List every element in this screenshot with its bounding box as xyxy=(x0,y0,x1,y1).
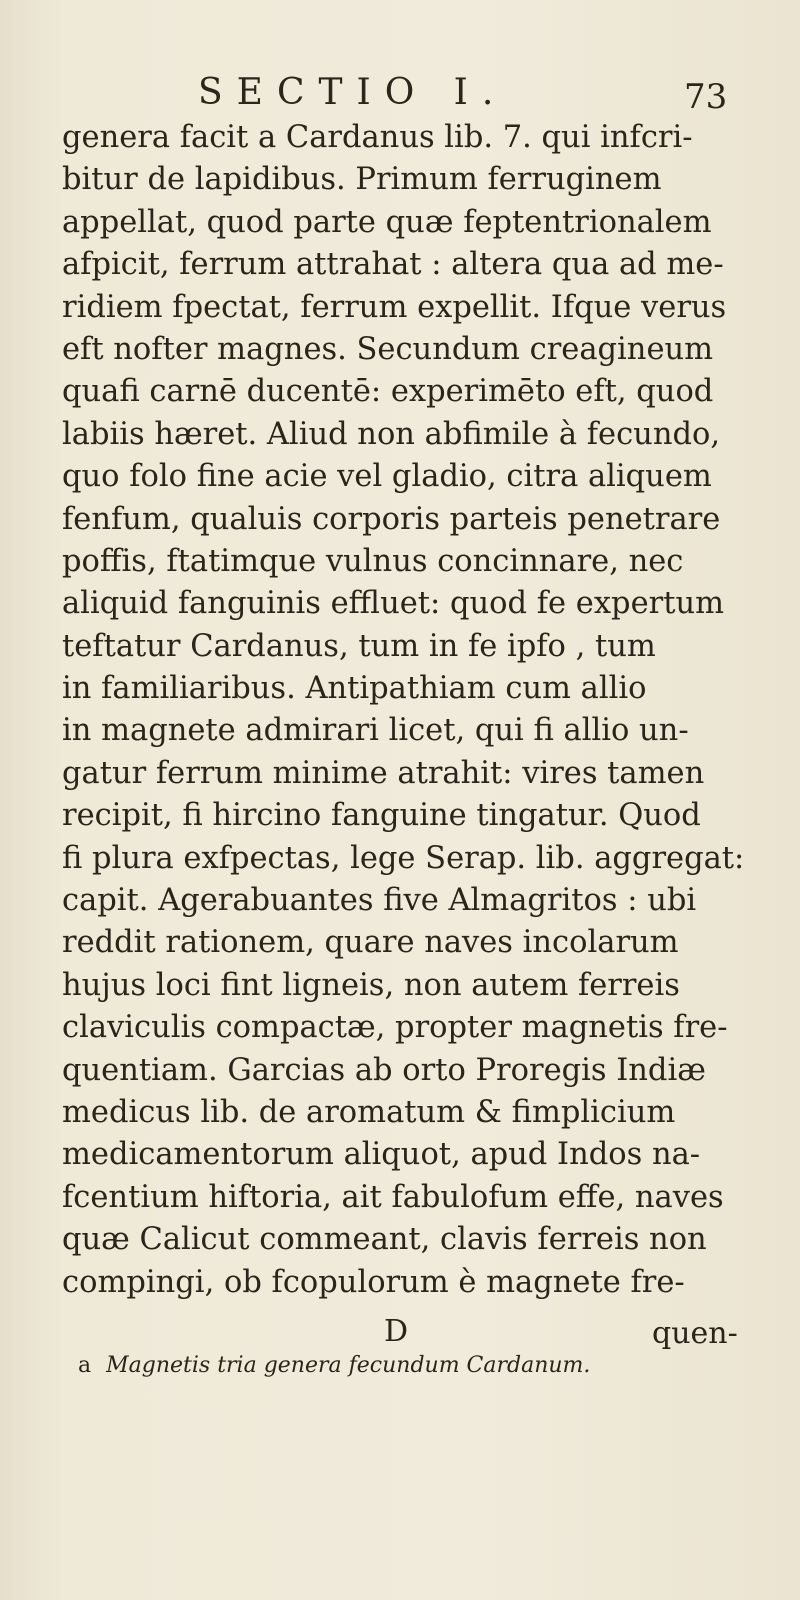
text-line: fenfum, qualuis corporis parteis penetrare xyxy=(62,501,721,537)
text-line: quo folo fine acie vel gladio, citra aliquem xyxy=(62,459,712,495)
text-line: aliquid fanguinis effluet: quod fe expertum xyxy=(62,586,725,622)
footnote-text: Magnetis tria genera fecundum Cardanum. xyxy=(106,1353,591,1378)
text-line: claviculis compactæ, propter magnetis fre- xyxy=(62,1010,728,1046)
text-line: quæ Calicut commeant, clavis ferreis non xyxy=(62,1222,707,1258)
footnote-mark: a xyxy=(78,1353,92,1378)
text-line: in magnete admirari licet, qui fi allio un- xyxy=(62,713,689,749)
text-line: fcentium hiftoria, ait fabulofum effe, naves xyxy=(62,1179,724,1215)
text-line: reddit rationem, quare naves incolarum xyxy=(62,925,679,961)
text-line: eft nofter magnes. Secundum creagineum xyxy=(62,331,714,367)
running-title: SECTIO I. xyxy=(198,72,508,113)
marginal-footnote xyxy=(78,1350,758,1382)
text-line: appellat, quod parte quæ feptentrionalem xyxy=(62,204,712,240)
text-line: genera facit a Cardanus lib. 7. qui infcri- xyxy=(62,120,693,155)
text-line: medicus lib. de aromatum & fimplicium xyxy=(62,1094,676,1130)
text-line: poffis, ftatimque vulnus concinnare, nec xyxy=(62,543,684,579)
text-line: teftatur Cardanus, tum in fe ipfo , tum xyxy=(62,628,656,664)
text-line: in familiaribus. Antipathiam cum allio xyxy=(62,671,647,707)
text-line: bitur de lapidibus. Primum ferruginem xyxy=(62,162,662,198)
text-line: recipit, fi hircino fanguine tingatur. Quod xyxy=(62,798,701,834)
body-text xyxy=(62,117,745,1304)
text-line: labiis hæret. Aliud non abfimile à fecundo, xyxy=(62,416,721,452)
text-line: quafi carnē ducentē: experimēto eft, quod xyxy=(62,374,714,410)
text-line: medicamentorum aliquot, apud Indos na- xyxy=(62,1137,701,1173)
signature-mark: D xyxy=(384,1314,409,1349)
text-line: hujus loci fint ligneis, non autem ferreis xyxy=(62,967,680,1003)
text-line: compingi, ob fcopulorum è magnete fre- xyxy=(62,1264,685,1300)
text-line: fi plura exfpectas, lege Serap. lib. aggregat: xyxy=(62,840,745,876)
text-line: gatur ferrum minime atrahit: vires tamen xyxy=(62,755,705,791)
text-line: afpicit, ferrum attrahat : altera qua ad me- xyxy=(62,247,724,283)
text-line: ridiem fpectat, ferrum expellit. Ifque verus xyxy=(62,289,727,325)
running-header xyxy=(0,68,800,118)
catchword: quen- xyxy=(652,1316,738,1351)
page-number: 73 xyxy=(684,77,728,117)
text-line: quentiam. Garcias ab orto Proregis Indiæ xyxy=(62,1052,706,1088)
text-line: capit. Agerabuantes five Almagritos : ubi xyxy=(62,883,697,919)
